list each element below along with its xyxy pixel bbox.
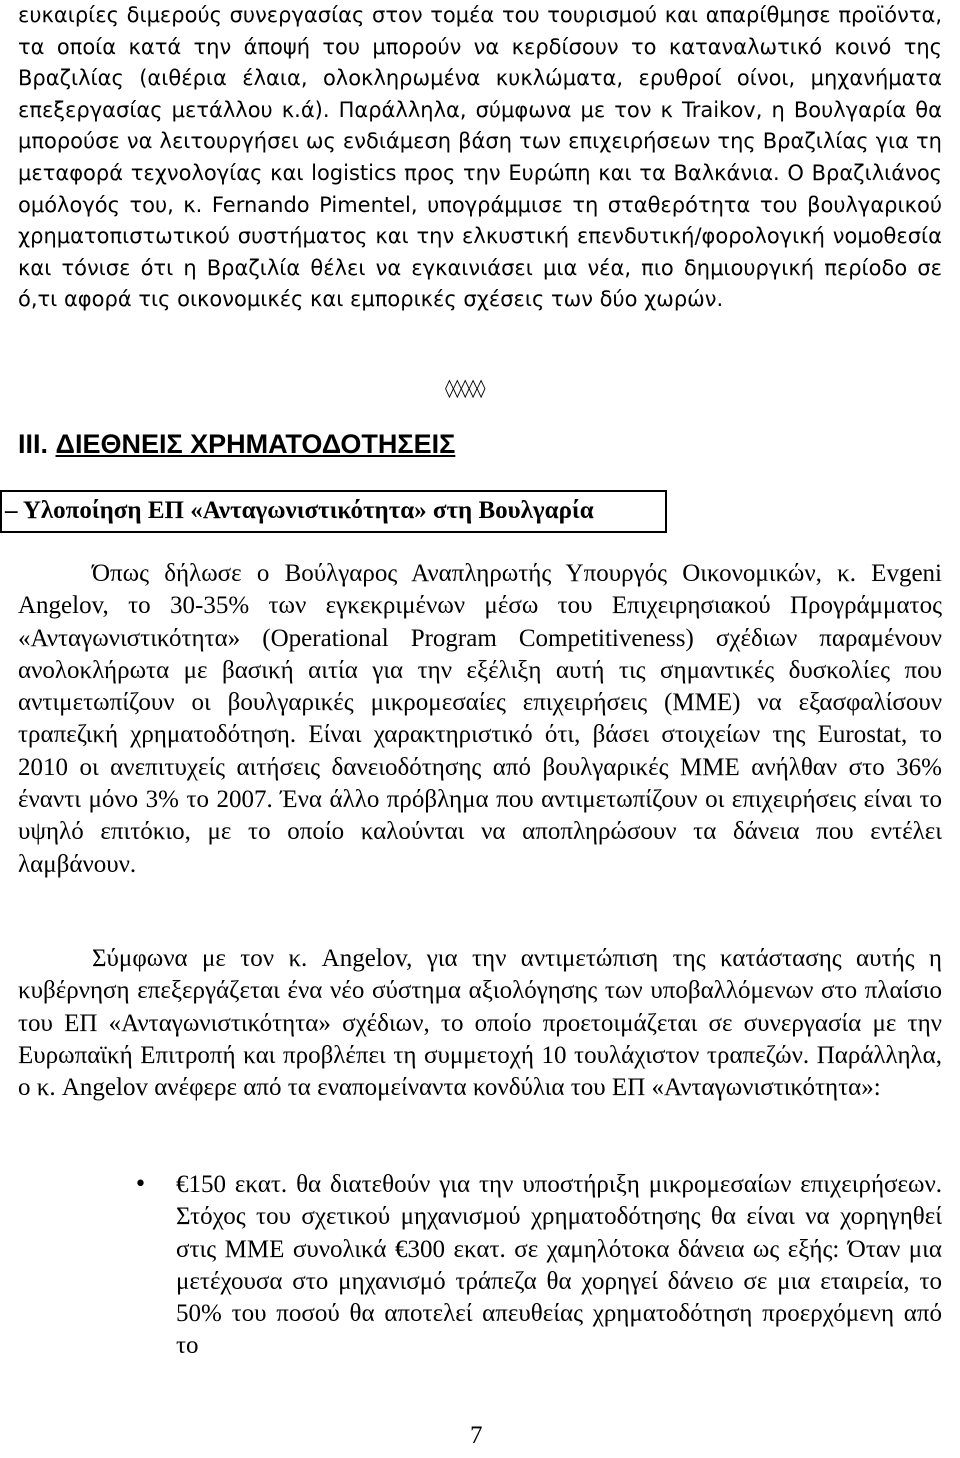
bullet-text: €150 εκατ. θα διατεθούν για την υποστήριξη μικρομεσαίων επιχειρήσεων. Στόχος του σχετικού μηχανισμού χρηματοδότησης θα είναι να χορηγηθεί στις ΜΜΕ συνολικά €300 εκατ. σε χαμηλότοκα δάνεια ως εξής: Όταν μια μετέχουσα στο μηχανισμό τράπεζα θα χορηγεί δάνειο σε μια εταιρεία, το 50% του ποσού θα αποτελεί απευθείας χρηματοδότηση προερχόμενη από το <box>176 1171 942 1360</box>
paragraph-brazil-cooperation: ευκαιρίες διμερούς συνεργασίας στον τομέα του τουρισμού και απαρίθμησε προϊόντα, τα οποία κατά την άποψή του μπορούν να κερδίσουν το καταναλωτικό κοινό της Βραζιλίας (αιθέρια έλαια, ολοκληρωμένα κυκλώματα, ερυθροί οίνοι, μηχανήματα επεξεργασίας μετάλλου κ.ά). Παράλληλα, σύμφωνα με τον κ Traikov, η Βουλγαρία θα μπορούσε να λειτουργήσει ως ενδιάμεση βάση των επιχειρήσεων της Βραζιλίας για τη μεταφορά τεχνολογίας και logistics προς την Ευρώπη και τα Βαλκάνια. Ο Βραζιλιάνος ομόλογός του, κ. Fernando Pimentel, υπογράμμισε τη σταθερότητα του βουλγαρικού χρηματοπιστωτικού συστήματος και την ελκυστική επενδυτική/φορολογική νομοθεσία και τόνισε ότι η Βραζιλία θέλει να εγκαινιάσει μια νέα, πιο δημιουργική περίοδο σε ό,τι αφορά τις οικονομικές και εμπορικές σχέσεις των δύο χωρών. <box>18 3 942 312</box>
section-number: III. <box>18 429 49 459</box>
section-title: ΔΙΕΘΝΕΙΣ ΧΡΗΜΑΤΟΔΟΤΗΣΕΙΣ <box>55 429 456 459</box>
article-subtitle: – Υλοποίηση ΕΠ «Ανταγωνιστικότητα» στη Βουλγαρία <box>5 497 594 524</box>
bullet-list-item <box>134 1169 942 1363</box>
section-heading <box>18 426 455 462</box>
paragraph-angelov-statement: Όπως δήλωσε ο Βούλγαρος Αναπληρωτής Υπουργός Οικονομικών, κ. Evgeni Angelov, το 30-35% των εγκεκριμένων μέσω του Επιχειρησιακού Προγράμματος «Ανταγωνιστικότητα» (Operational Program Competitiveness) σχέδιων παραμένουν ανολοκλήρωτα με βασική αιτία για την εξέλιξη αυτή τις σημαντικές δυσκολίες που αντιμετωπίζουν οι βουλγαρικές μικρομεσαίες επιχειρήσεις (ΜΜΕ) να εξασφαλίσουν τραπεζική χρηματοδότηση. Είναι χαρακτηριστικό ότι, βάσει στοιχείων της Eurostat, το 2010 οι ανεπιτυχείς αιτήσεις δανειοδότησης από βουλγαρικές ΜΜΕ ανήλθαν στο 36% έναντι μόνο 3% το 2007. Ένα άλλο πρόβλημα που αντιμετωπίζουν οι επιχειρήσεις είναι το υψηλό επιτόκιο, με το οποίο καλούνται να αποπληρώσουν τα δάνεια που εντέλει λαμβάνουν. <box>18 560 942 878</box>
page-number: 7 <box>470 1422 483 1449</box>
bullet-icon: • <box>134 1172 147 1197</box>
paragraph-evaluation-system: Σύμφωνα με τον κ. Angelov, για την αντιμετώπιση της κατάστασης αυτής η κυβέρνηση επεξεργάζεται ένα νέο σύστημα αξιολόγησης των υποβαλλόμενων στο πλαίσιο του ΕΠ «Ανταγωνιστικότητα» σχέδιων, το οποίο προετοιμάζεται σε συνεργασία με την Ευρωπαϊκή Επιτροπή και προβλέπει τη συμμετοχή 10 τουλάχιστον τραπεζών. Παράλληλα, ο κ. Angelov ανέφερε από τα εναπομείναντα κονδύλια του ΕΠ «Ανταγωνιστικότητα»: <box>18 945 942 1102</box>
section-separator-ornament: ◊◊◊◊◊ <box>445 378 485 399</box>
